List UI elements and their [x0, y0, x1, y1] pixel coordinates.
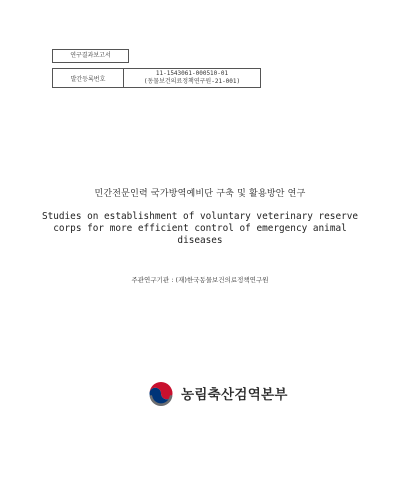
institution-name: (재)한국동물보건의료정책연구원 — [175, 276, 269, 284]
registration-sub-number: (동물보건의료정책연구원-21-001) — [143, 78, 241, 85]
ministry-signature — [146, 378, 288, 408]
korean-title: 민간전문인력 국가방역예비단 구축 및 활용방안 연구 — [94, 189, 306, 199]
institution-separator: : — [171, 276, 174, 284]
taegeuk-emblem-icon — [146, 378, 176, 408]
registration-number-label: 발간등록번호 — [53, 69, 124, 87]
institution-label: 주관연구기관 — [131, 276, 170, 284]
english-title-line-3: diseases — [177, 235, 223, 246]
english-title — [0, 211, 400, 247]
registration-number: 11-1543061-000510-01 — [155, 70, 229, 77]
registration-number-table — [52, 68, 261, 88]
report-type-label: 연구결과보고서 — [52, 49, 129, 63]
registration-number-values — [124, 69, 260, 87]
ministry-name: 농림축산검역본부 — [181, 387, 288, 403]
english-title-line-1: Studies on establishment of voluntary veterinary reserve — [41, 211, 359, 222]
lead-institution — [0, 275, 400, 284]
english-title-line-2: corps for more efficient control of emergency animal — [53, 223, 347, 234]
